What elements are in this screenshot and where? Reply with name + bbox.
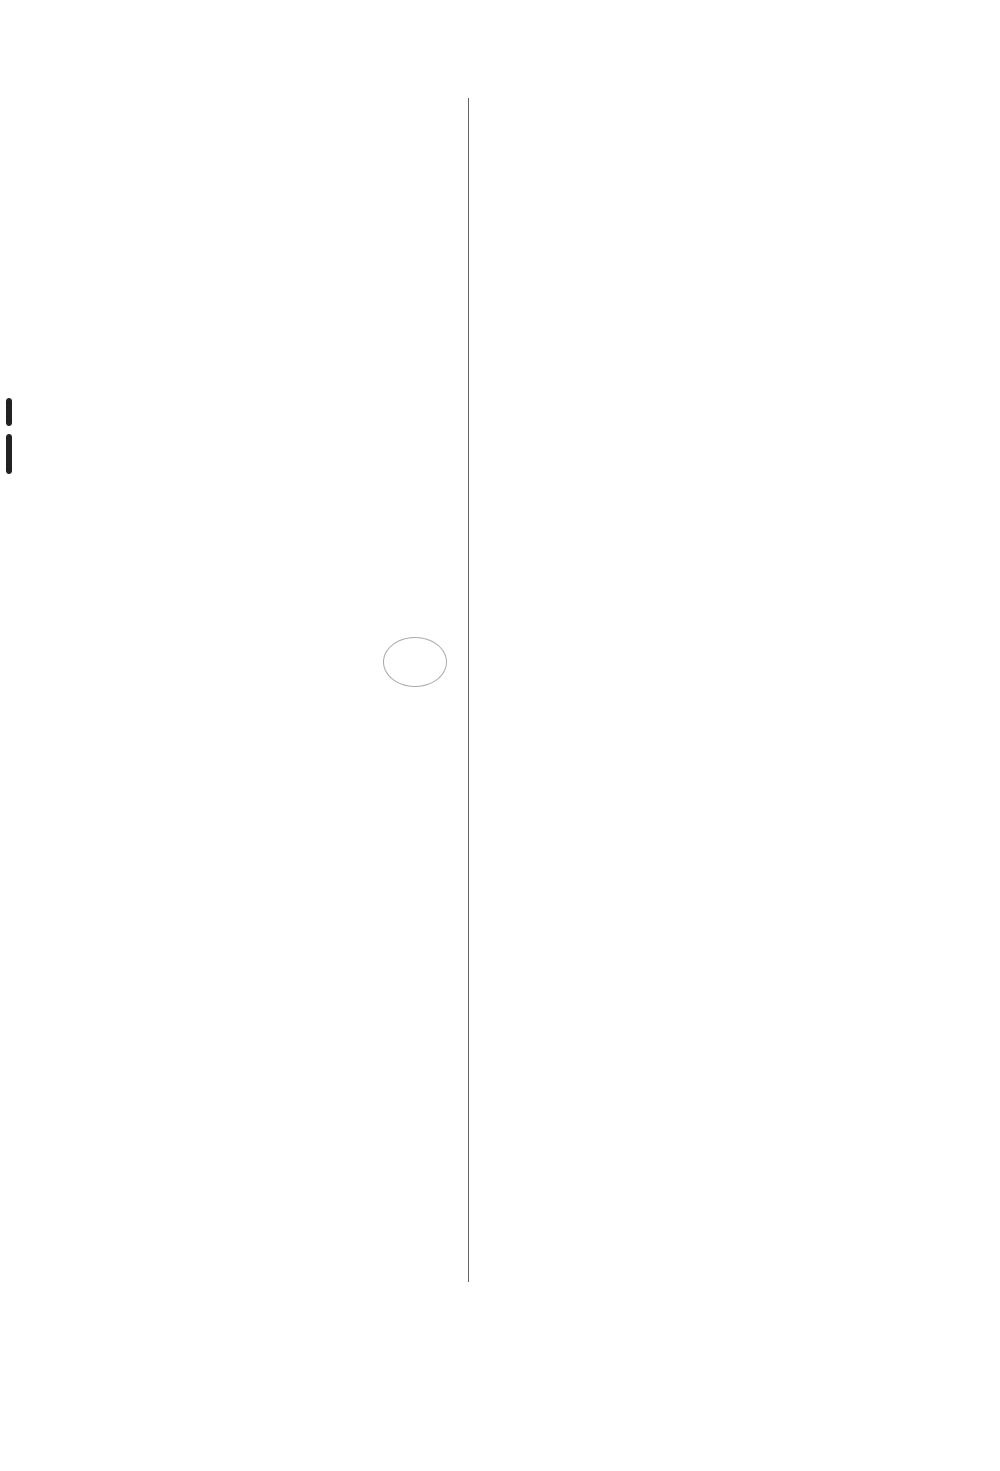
column-divider — [468, 98, 469, 1282]
binding-mark-bottom — [6, 434, 12, 474]
binding-mark-top — [6, 398, 12, 426]
ink-stamp — [383, 637, 447, 687]
